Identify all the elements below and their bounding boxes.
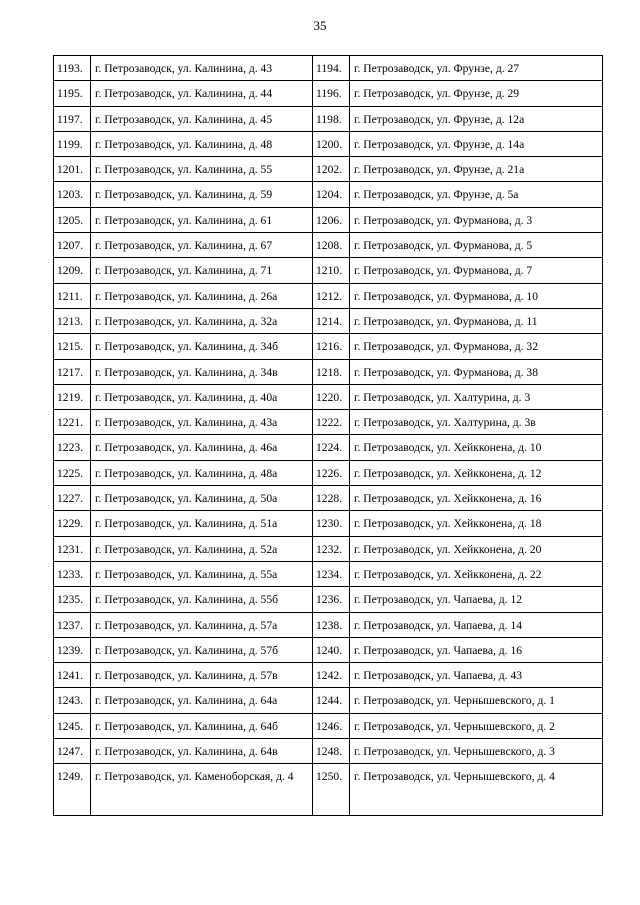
address-left: г. Петрозаводск, ул. Калинина, д. 34в <box>91 359 313 384</box>
address-table-body <box>54 56 603 816</box>
address-right: г. Петрозаводск, ул. Фурманова, д. 5 <box>350 233 603 258</box>
row-number-right: 1230. <box>313 511 350 536</box>
row-number-left: 1247. <box>54 739 91 764</box>
row-number-right: 1248. <box>313 739 350 764</box>
address-right: г. Петрозаводск, ул. Фурманова, д. 10 <box>350 283 603 308</box>
address-right: г. Петрозаводск, ул. Фрунзе, д. 14а <box>350 131 603 156</box>
row-number-right: 1210. <box>313 258 350 283</box>
address-left: г. Петрозаводск, ул. Калинина, д. 57в <box>91 663 313 688</box>
table-row <box>54 106 603 131</box>
row-number-left: 1197. <box>54 106 91 131</box>
table-row <box>54 131 603 156</box>
address-left: г. Петрозаводск, ул. Калинина, д. 44 <box>91 81 313 106</box>
row-number-left: 1201. <box>54 157 91 182</box>
table-row <box>54 233 603 258</box>
table-row <box>54 308 603 333</box>
table-row <box>54 536 603 561</box>
row-number-right: 1200. <box>313 131 350 156</box>
address-table <box>53 55 603 816</box>
address-right: г. Петрозаводск, ул. Чернышевского, д. 4 <box>350 764 603 816</box>
address-right: г. Петрозаводск, ул. Хейкконена, д. 22 <box>350 561 603 586</box>
address-left: г. Петрозаводск, ул. Калинина, д. 55а <box>91 561 313 586</box>
address-right: г. Петрозаводск, ул. Хейкконена, д. 16 <box>350 486 603 511</box>
row-number-left: 1221. <box>54 410 91 435</box>
address-left: г. Петрозаводск, ул. Калинина, д. 64а <box>91 688 313 713</box>
row-number-left: 1225. <box>54 460 91 485</box>
table-row <box>54 460 603 485</box>
address-right: г. Петрозаводск, ул. Чернышевского, д. 3 <box>350 739 603 764</box>
table-row <box>54 334 603 359</box>
row-number-right: 1242. <box>313 663 350 688</box>
row-number-right: 1224. <box>313 435 350 460</box>
address-right: г. Петрозаводск, ул. Чапаева, д. 12 <box>350 587 603 612</box>
row-number-left: 1245. <box>54 713 91 738</box>
row-number-left: 1243. <box>54 688 91 713</box>
row-number-right: 1218. <box>313 359 350 384</box>
row-number-left: 1235. <box>54 587 91 612</box>
row-number-right: 1212. <box>313 283 350 308</box>
address-right: г. Петрозаводск, ул. Фурманова, д. 32 <box>350 334 603 359</box>
address-right: г. Петрозаводск, ул. Чапаева, д. 16 <box>350 637 603 662</box>
row-number-left: 1219. <box>54 384 91 409</box>
address-left: г. Петрозаводск, ул. Калинина, д. 52а <box>91 536 313 561</box>
table-row <box>54 637 603 662</box>
table-row <box>54 561 603 586</box>
address-right: г. Петрозаводск, ул. Хейкконена, д. 12 <box>350 460 603 485</box>
row-number-right: 1228. <box>313 486 350 511</box>
row-number-right: 1194. <box>313 56 350 81</box>
address-right: г. Петрозаводск, ул. Фрунзе, д. 27 <box>350 56 603 81</box>
row-number-right: 1238. <box>313 612 350 637</box>
row-number-left: 1249. <box>54 764 91 816</box>
address-left: г. Петрозаводск, ул. Калинина, д. 32а <box>91 308 313 333</box>
table-row <box>54 359 603 384</box>
address-left: г. Петрозаводск, ул. Калинина, д. 51а <box>91 511 313 536</box>
row-number-right: 1244. <box>313 688 350 713</box>
row-number-right: 1214. <box>313 308 350 333</box>
address-right: г. Петрозаводск, ул. Халтурина, д. 3в <box>350 410 603 435</box>
address-left: г. Петрозаводск, ул. Калинина, д. 40а <box>91 384 313 409</box>
address-right: г. Петрозаводск, ул. Хейкконена, д. 10 <box>350 435 603 460</box>
row-number-left: 1207. <box>54 233 91 258</box>
table-row <box>54 384 603 409</box>
address-left: г. Петрозаводск, ул. Калинина, д. 55б <box>91 587 313 612</box>
row-number-left: 1239. <box>54 637 91 662</box>
table-row <box>54 56 603 81</box>
table-row <box>54 207 603 232</box>
address-right: г. Петрозаводск, ул. Фурманова, д. 3 <box>350 207 603 232</box>
table-row <box>54 283 603 308</box>
table-row <box>54 713 603 738</box>
address-left: г. Петрозаводск, ул. Калинина, д. 59 <box>91 182 313 207</box>
page-number: 35 <box>313 18 327 33</box>
address-right: г. Петрозаводск, ул. Чернышевского, д. 2 <box>350 713 603 738</box>
address-left: г. Петрозаводск, ул. Калинина, д. 34б <box>91 334 313 359</box>
address-right: г. Петрозаводск, ул. Хейкконена, д. 18 <box>350 511 603 536</box>
address-left: г. Петрозаводск, ул. Калинина, д. 55 <box>91 157 313 182</box>
address-right: г. Петрозаводск, ул. Фрунзе, д. 29 <box>350 81 603 106</box>
address-left: г. Петрозаводск, ул. Калинина, д. 57а <box>91 612 313 637</box>
address-left: г. Петрозаводск, ул. Калинина, д. 67 <box>91 233 313 258</box>
address-right: г. Петрозаводск, ул. Фрунзе, д. 12а <box>350 106 603 131</box>
address-right: г. Петрозаводск, ул. Фурманова, д. 38 <box>350 359 603 384</box>
row-number-right: 1246. <box>313 713 350 738</box>
row-number-right: 1226. <box>313 460 350 485</box>
address-left: г. Петрозаводск, ул. Калинина, д. 26а <box>91 283 313 308</box>
address-left: г. Петрозаводск, ул. Калинина, д. 43а <box>91 410 313 435</box>
address-left: г. Петрозаводск, ул. Калинина, д. 71 <box>91 258 313 283</box>
table-row <box>54 612 603 637</box>
row-number-left: 1223. <box>54 435 91 460</box>
address-left: г. Петрозаводск, ул. Калинина, д. 61 <box>91 207 313 232</box>
address-left: г. Петрозаводск, ул. Калинина, д. 64б <box>91 713 313 738</box>
table-row <box>54 688 603 713</box>
address-left: г. Петрозаводск, ул. Калинина, д. 43 <box>91 56 313 81</box>
table-row <box>54 663 603 688</box>
table-row <box>54 587 603 612</box>
address-right: г. Петрозаводск, ул. Фрунзе, д. 21а <box>350 157 603 182</box>
row-number-left: 1203. <box>54 182 91 207</box>
row-number-right: 1198. <box>313 106 350 131</box>
row-number-right: 1196. <box>313 81 350 106</box>
row-number-right: 1220. <box>313 384 350 409</box>
row-number-left: 1211. <box>54 283 91 308</box>
address-left: г. Петрозаводск, ул. Калинина, д. 45 <box>91 106 313 131</box>
row-number-right: 1234. <box>313 561 350 586</box>
row-number-left: 1205. <box>54 207 91 232</box>
row-number-left: 1233. <box>54 561 91 586</box>
table-row <box>54 486 603 511</box>
address-left: г. Петрозаводск, ул. Калинина, д. 57б <box>91 637 313 662</box>
row-number-right: 1206. <box>313 207 350 232</box>
address-left: г. Петрозаводск, ул. Калинина, д. 50а <box>91 486 313 511</box>
address-right: г. Петрозаводск, ул. Чернышевского, д. 1 <box>350 688 603 713</box>
row-number-left: 1209. <box>54 258 91 283</box>
row-number-left: 1227. <box>54 486 91 511</box>
address-left: г. Петрозаводск, ул. Калинина, д. 46а <box>91 435 313 460</box>
table-row <box>54 739 603 764</box>
address-right: г. Петрозаводск, ул. Чапаева, д. 14 <box>350 612 603 637</box>
row-number-left: 1229. <box>54 511 91 536</box>
table-row <box>54 511 603 536</box>
row-number-right: 1208. <box>313 233 350 258</box>
row-number-left: 1231. <box>54 536 91 561</box>
table-row <box>54 764 603 816</box>
row-number-right: 1222. <box>313 410 350 435</box>
table-row <box>54 157 603 182</box>
row-number-left: 1213. <box>54 308 91 333</box>
address-left: г. Петрозаводск, ул. Каменоборская, д. 4 <box>91 764 313 816</box>
row-number-left: 1195. <box>54 81 91 106</box>
address-right: г. Петрозаводск, ул. Чапаева, д. 43 <box>350 663 603 688</box>
address-right: г. Петрозаводск, ул. Хейкконена, д. 20 <box>350 536 603 561</box>
row-number-left: 1193. <box>54 56 91 81</box>
address-right: г. Петрозаводск, ул. Фурманова, д. 11 <box>350 308 603 333</box>
address-right: г. Петрозаводск, ул. Халтурина, д. 3 <box>350 384 603 409</box>
row-number-left: 1217. <box>54 359 91 384</box>
table-row <box>54 182 603 207</box>
address-left: г. Петрозаводск, ул. Калинина, д. 48 <box>91 131 313 156</box>
table-row <box>54 410 603 435</box>
table-row <box>54 81 603 106</box>
row-number-right: 1240. <box>313 637 350 662</box>
address-right: г. Петрозаводск, ул. Фурманова, д. 7 <box>350 258 603 283</box>
row-number-right: 1236. <box>313 587 350 612</box>
address-right: г. Петрозаводск, ул. Фрунзе, д. 5а <box>350 182 603 207</box>
row-number-left: 1199. <box>54 131 91 156</box>
row-number-right: 1250. <box>313 764 350 816</box>
row-number-left: 1241. <box>54 663 91 688</box>
row-number-right: 1204. <box>313 182 350 207</box>
row-number-right: 1216. <box>313 334 350 359</box>
row-number-right: 1202. <box>313 157 350 182</box>
row-number-right: 1232. <box>313 536 350 561</box>
row-number-left: 1237. <box>54 612 91 637</box>
address-left: г. Петрозаводск, ул. Калинина, д. 64в <box>91 739 313 764</box>
row-number-left: 1215. <box>54 334 91 359</box>
table-row <box>54 258 603 283</box>
address-left: г. Петрозаводск, ул. Калинина, д. 48а <box>91 460 313 485</box>
table-row <box>54 435 603 460</box>
